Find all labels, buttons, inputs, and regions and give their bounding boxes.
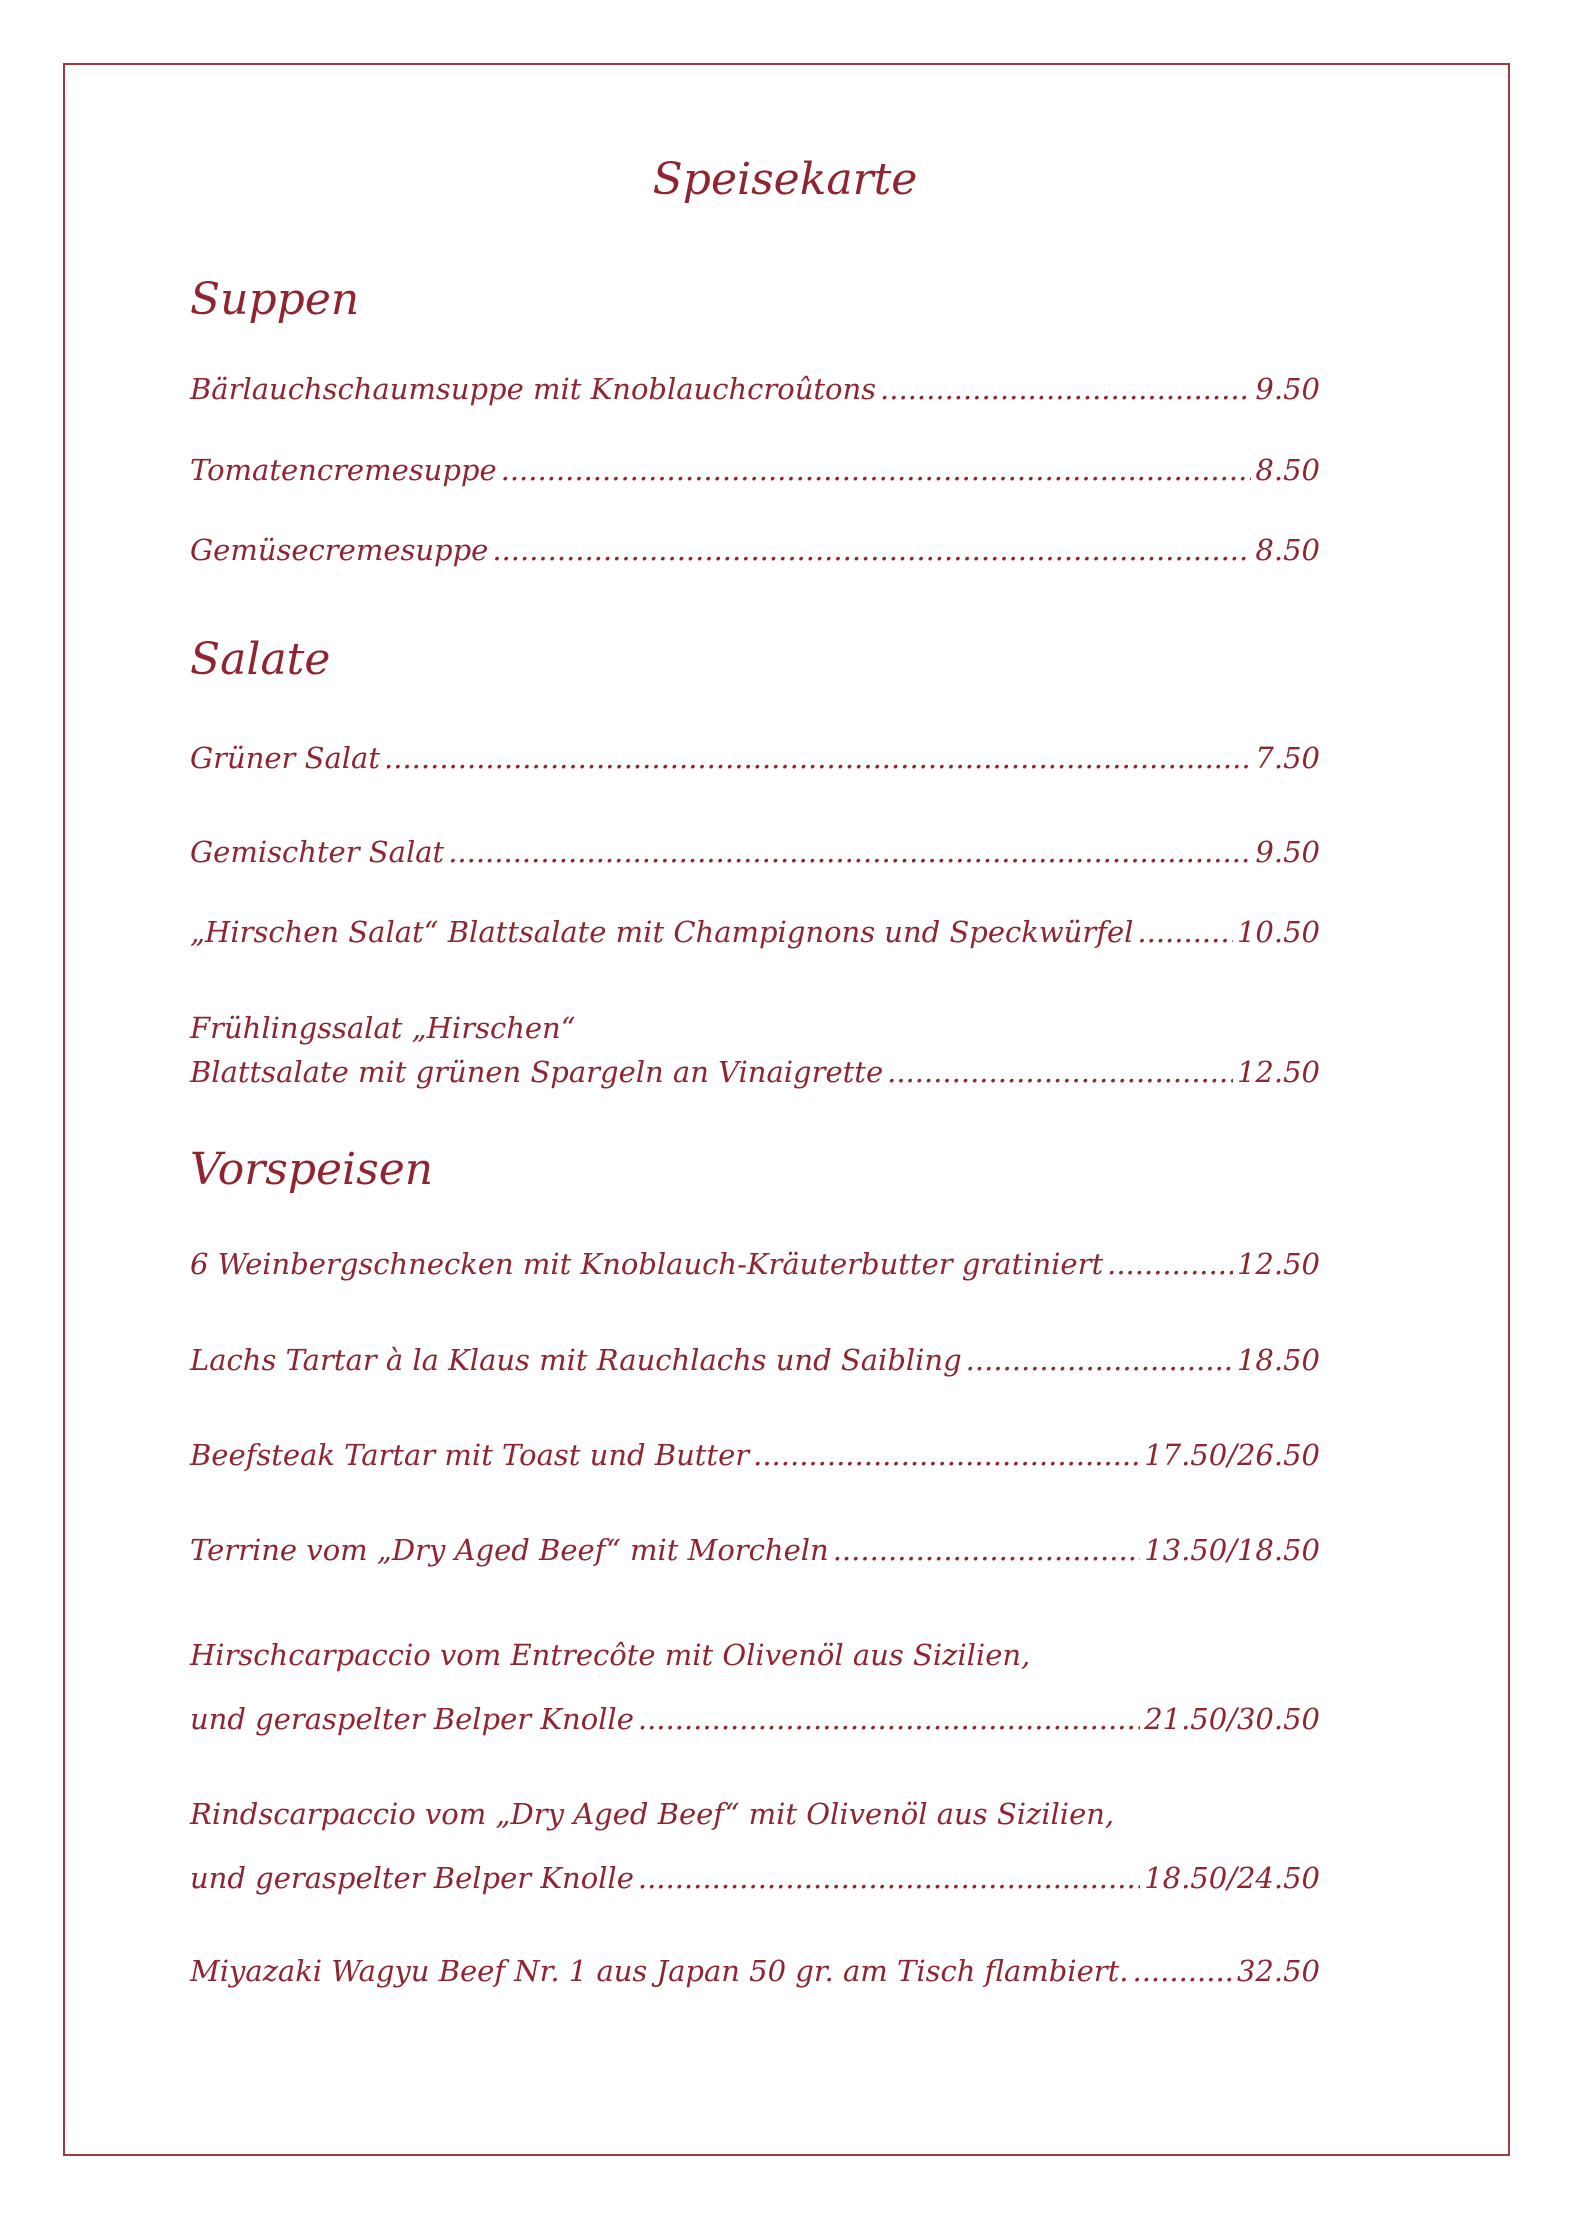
item-price: 9.50 <box>1255 372 1320 406</box>
section-heading-salate: Salate <box>190 634 331 685</box>
menu-item <box>190 528 1320 572</box>
item-title-line: Frühlingssalat „Hirschen“ <box>190 1011 576 1045</box>
item-title-line: Rindscarpaccio vom „Dry Aged Beef“ mit Olivenöl aus Sizilien, <box>190 1797 1115 1831</box>
item-price: 12.50 <box>1236 1055 1320 1089</box>
item-price: 18.50/24.50 <box>1144 1861 1320 1895</box>
item-name: Beefsteak Tartar mit Toast und Butter <box>190 1438 750 1472</box>
dot-leader <box>638 1687 1140 1751</box>
dot-leader <box>966 1338 1233 1382</box>
item-name: Bärlauchschaumsuppe mit Knoblauchcroûtons <box>190 372 877 406</box>
item-name: Miyazaki Wagyu Beef Nr. 1 aus Japan 50 gr. am Tisch flambiert. <box>190 1954 1129 1988</box>
dot-leader <box>753 1433 1140 1477</box>
dot-leader <box>833 1528 1140 1572</box>
menu-item <box>190 1433 1320 1477</box>
dot-leader <box>887 1050 1233 1094</box>
item-name: Tomatencremesuppe <box>190 453 497 487</box>
item-price: 10.50 <box>1236 915 1320 949</box>
item-price: 21.50/30.50 <box>1144 1702 1320 1736</box>
item-title-line: Hirschcarpaccio vom Entrecôte mit Olivenöl aus Sizilien, <box>190 1638 1031 1672</box>
item-name: und geraspelter Belper Knolle <box>190 1702 634 1736</box>
menu-item <box>190 367 1320 411</box>
menu-item <box>190 1242 1320 1286</box>
item-price: 12.50 <box>1236 1247 1320 1281</box>
item-price: 32.50 <box>1236 1954 1320 1988</box>
menu-item <box>190 1623 1320 1751</box>
item-name: Gemischter Salat <box>190 835 445 869</box>
item-price: 13.50/18.50 <box>1144 1533 1320 1567</box>
menu-item <box>190 736 1320 780</box>
item-price: 17.50/26.50 <box>1144 1438 1320 1472</box>
menu-item <box>190 1528 1320 1572</box>
dot-leader <box>501 448 1252 492</box>
item-name: und geraspelter Belper Knolle <box>190 1861 634 1895</box>
dot-leader <box>638 1846 1140 1910</box>
menu-item <box>190 1949 1320 1993</box>
menu-item <box>190 448 1320 492</box>
dot-leader <box>1137 910 1233 954</box>
menu-item <box>190 1006 1320 1094</box>
item-price: 8.50 <box>1255 533 1320 567</box>
menu-item <box>190 910 1320 954</box>
item-name: Lachs Tartar à la Klaus mit Rauchlachs und Saibling <box>190 1343 962 1377</box>
item-price: 8.50 <box>1255 453 1320 487</box>
item-price: 9.50 <box>1255 835 1320 869</box>
menu-item <box>190 1782 1320 1910</box>
dot-leader <box>384 736 1251 780</box>
dot-leader <box>492 528 1251 572</box>
menu-title: Speisekarte <box>652 154 918 205</box>
item-price: 7.50 <box>1255 741 1320 775</box>
item-name: Blattsalate mit grünen Spargeln an Vinaigrette <box>190 1055 884 1089</box>
item-price: 18.50 <box>1236 1343 1320 1377</box>
menu-item <box>190 830 1320 874</box>
dot-leader <box>1107 1242 1233 1286</box>
item-name: „Hirschen Salat“ Blattsalate mit Champignons und Speckwürfel <box>190 915 1134 949</box>
item-name: Grüner Salat <box>190 741 381 775</box>
item-name: Gemüsecremesuppe <box>190 533 489 567</box>
dot-leader <box>448 830 1251 874</box>
section-heading-suppen: Suppen <box>190 274 360 325</box>
menu-item <box>190 1338 1320 1382</box>
section-heading-vorspeisen: Vorspeisen <box>190 1144 434 1195</box>
dot-leader <box>880 367 1251 411</box>
item-name: 6 Weinbergschnecken mit Knoblauch-Kräuterbutter gratiniert <box>190 1247 1104 1281</box>
item-name: Terrine vom „Dry Aged Beef“ mit Morcheln <box>190 1533 829 1567</box>
dot-leader <box>1132 1949 1232 1993</box>
